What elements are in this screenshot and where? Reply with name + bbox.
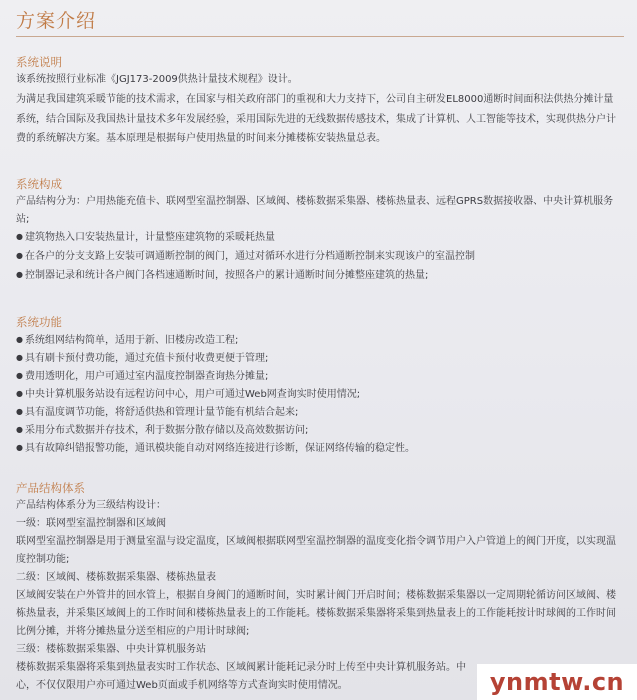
composition-line: 产品结构分为：户用热能充值卡、联网型室温控制器、区域阀、楼栋数据采集器、楼栋热量表、远程GPRS数据接收器、中央计算机服务 <box>16 196 614 207</box>
structure-line: 心，不仅仅限用户亦可通过Web页面或手机网络等方式查询实时使用情况。 <box>16 680 348 691</box>
intro-line: 费的系统解决方案。基本原理是根据每户使用热量的时间来分摊楼栋安装热量总表。 <box>16 133 386 144</box>
site-watermark: ynmtw.cn <box>477 664 637 700</box>
composition-bullet: ● 控制器记录和统计各户阀门各档速通断时间，按照各户的累计通断时间分摊整座建筑的热量; <box>16 268 620 284</box>
composition-bullet: ● 建筑物热入口安装热量计，计量整座建筑物的采暖耗热量 <box>16 230 620 246</box>
structure-line: 二级：区域阀、楼栋数据采集器、楼栋热量表 <box>16 572 216 583</box>
structure-line: 联网型室温控制器是用于测量室温与设定温度，区域阀根据联网型室温控制器的温度变化指令调节用户入户管道上的阀门开度，以实现温 <box>16 536 616 547</box>
function-bullet: ● 系统组网结构简单，适用于新、旧楼房改造工程; <box>16 333 620 349</box>
title-divider <box>16 36 624 37</box>
structure-line: 栋热量表，并采集区域阀上的工作时间和楼栋热量表上的工作能耗。楼栋数据采集器将采集到热量表上的工作能耗按计时球阀的工作时间 <box>16 608 616 619</box>
structure-line: 楼栋数据采集器将采集到热量表实时工作状态、区域阀累计能耗记录分时上传至中央计算机服务站。中 <box>16 662 466 673</box>
function-bullet: ● 具有故障纠错报警功能，通讯模块能自动对网络连接进行诊断，保证网络传输的稳定性。 <box>16 441 620 457</box>
intro-line: 系统，结合国际及我国热计量技术多年发展经验，采用国际先进的无线数据传感技术，集成了计算机、人工智能等技术，实现供热分户计 <box>16 114 616 125</box>
function-bullet: ● 具有刷卡预付费功能，通过充值卡预付收费更便于管理; <box>16 351 620 367</box>
structure-line: 一级：联网型室温控制器和区域阀 <box>16 518 166 529</box>
composition-line: 站; <box>16 214 30 225</box>
structure-line: 比例分摊，并将分摊热量分送至相应的户用计时球阀; <box>16 626 250 637</box>
structure-line: 区域阀安装在户外管井的回水管上，根据自身阀门的通断时间，实时累计阀门开启时间；楼栋数据采集器以一定周期轮循访问区域阀、楼 <box>16 590 616 601</box>
intro-line: 为满足我国建筑采暖节能的技术需求，在国家与相关政府部门的重视和大力支持下，公司自主研发EL8000通断时间面积法供热分摊计量 <box>16 94 614 105</box>
composition-bullet: ● 在各户的分支支路上安装可调通断控制的阀门，通过对循环水进行分档通断控制来实现该户的室温控制 <box>16 249 620 265</box>
section-heading-structure: 产品结构体系 <box>16 481 85 495</box>
function-bullet: ● 费用透明化，用户可通过室内温度控制器查询热分摊量; <box>16 369 620 385</box>
section-heading-composition: 系统构成 <box>16 177 62 191</box>
structure-line: 产品结构体系分为三级结构设计： <box>16 500 166 511</box>
function-bullet: ● 中央计算机服务站设有远程访问中心，用户可通过Web网查询实时使用情况; <box>16 387 620 403</box>
intro-line: 该系统按照行业标准《JGJ173-2009供热计量技术规程》设计。 <box>16 74 298 85</box>
structure-line: 三级：楼栋数据采集器、中央计算机服务站 <box>16 644 206 655</box>
function-bullet: ● 具有温度调节功能，将舒适供热和管理计量节能有机结合起来; <box>16 405 620 421</box>
structure-line: 度控制功能; <box>16 554 70 565</box>
page-title: 方案介绍 <box>16 10 97 32</box>
section-heading-intro: 系统说明 <box>16 55 62 69</box>
section-heading-functions: 系统功能 <box>16 315 62 329</box>
function-bullet: ● 采用分布式数据并存技术，利于数据分散存储以及高效数据访问; <box>16 423 620 439</box>
